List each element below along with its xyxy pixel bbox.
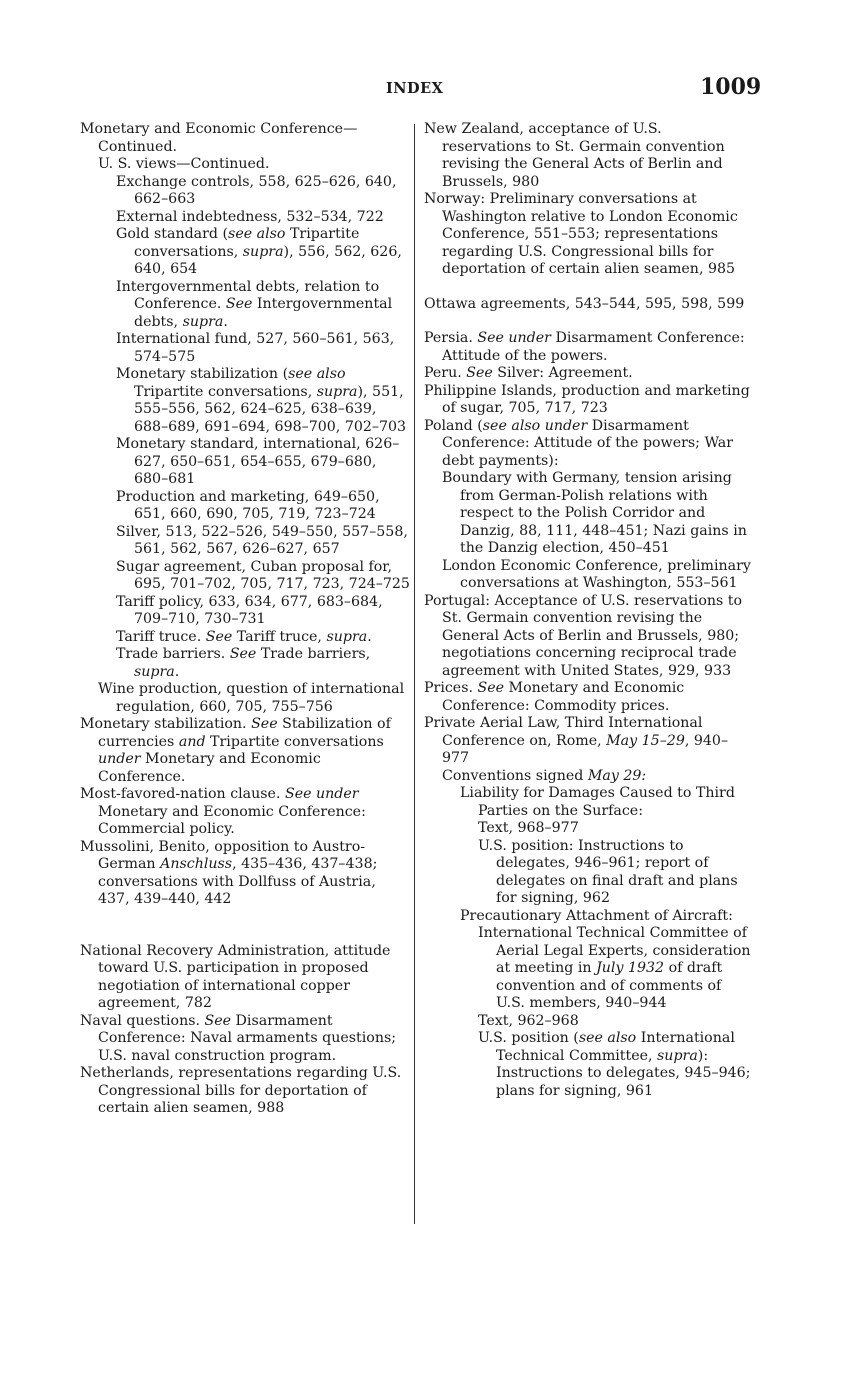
- index-entry: Intergovernmental debts, relation to Conference. See Intergovernmental debts, supra.: [116, 278, 393, 330]
- index-entry: Production and marketing, 649–650, 651, 660, 690, 705, 719, 723–724: [116, 488, 380, 522]
- index-entry: New Zealand, acceptance of U.S. reservations to St. Germain convention revising the General Acts of Berlin and Brussels, 980: [424, 121, 725, 190]
- index-entry: Most-favored-nation clause. See under Monetary and Economic Conference: Commercial policy.: [80, 786, 366, 837]
- index-entry: U. S. views—Continued.: [98, 156, 270, 172]
- index-entry: Boundary with Germany, tension arising from German-Polish relations with respect to the Polish Corridor and Danzig, 88, 111, 448–451; Nazi gains in the Danzig election, 450–451: [442, 470, 747, 556]
- index-entry: Silver, 513, 522–526, 549–550, 557–558, 561, 562, 567, 626–627, 657: [116, 523, 408, 557]
- index-entry: London Economic Conference, preliminary conversations at Washington, 553–561: [442, 557, 751, 591]
- index-entry: U.S. position (see also International Technical Committee, supra): Instructions to delegates, 945–946; plans for signing, 961: [478, 1030, 751, 1099]
- index-entry: Text, 962–968: [478, 1012, 579, 1029]
- page-header: [0, 74, 850, 104]
- index-entry: Peru. See Silver: Agreement.: [424, 365, 633, 381]
- index-entry: Naval questions. See Disarmament Conference: Naval armaments questions; U.S. naval construction program.: [80, 1012, 397, 1064]
- index-entry: Monetary stabilization. See Stabilization of currencies and Tripartite conversations under Monetary and Economic Conference.: [80, 716, 391, 785]
- entry-spacer: [424, 279, 754, 296]
- index-entry: Precautionary Attachment of Aircraft:: [460, 907, 733, 924]
- index-entry: Philippine Islands, production and marketing of sugar, 705, 717, 723: [424, 382, 750, 416]
- entry-spacer: [80, 909, 410, 943]
- index-entry: Netherlands, representations regarding U.S. Congressional bills for deportation of certain alien seamen, 988: [80, 1065, 402, 1116]
- index-entry: U.S. position: Instructions to delegates, 946–961; report of delegates on final draft and plans for signing, 962: [478, 837, 738, 906]
- index-entry: External indebtedness, 532–534, 722: [116, 208, 384, 225]
- index-entry: International fund, 527, 560–561, 563, 574–575: [116, 331, 395, 365]
- entry-spacer: [424, 313, 754, 330]
- index-entry: National Recovery Administration, attitude toward U.S. participation in proposed negotiation of international copper agreement, 782: [80, 942, 391, 1011]
- index-entry: Text, 968–977: [478, 820, 579, 836]
- index-entry: Monetary and Economic Conference—Continued.: [80, 121, 358, 155]
- index-column-left: [80, 121, 410, 1118]
- index-entry: Tariff truce. See Tariff truce, supra.: [116, 628, 372, 645]
- index-entry: Portugal: Acceptance of U.S. reservations to St. Germain convention revising the General Acts of Berlin and Brussels, 980; negotiations concerning reciprocal trade agreement with United States, 929, 933: [424, 592, 743, 679]
- index-entry: Gold standard (see also Tripartite conversations, supra), 556, 562, 626, 640, 654: [116, 226, 402, 277]
- index-entry: Monetary stabilization (see also Tripartite conversations, supra), 551, 555–556, 562, 624–625, 638–639, 688–689, 691–694, 698–700, 702–703: [116, 366, 407, 435]
- index-entry: Persia. See under Disarmament Conference: Attitude of the powers.: [424, 330, 745, 364]
- running-head: INDEX: [386, 80, 444, 97]
- column-divider: [414, 124, 415, 1224]
- index-entry: Wine production, question of international regulation, 660, 705, 755–756: [98, 681, 405, 715]
- index-entry: Poland (see also under Disarmament Conference: Attitude of the powers; War debt payments):: [424, 417, 734, 469]
- index-entry: Trade barriers. See Trade barriers, supra.: [116, 646, 371, 680]
- index-entry: Ottawa agreements, 543–544, 595, 598, 599: [424, 295, 745, 312]
- index-entry: Exchange controls, 558, 625–626, 640, 662–663: [116, 173, 397, 207]
- index-entry: Sugar agreement, Cuban proposal for, 695, 701–702, 705, 717, 723, 724–725: [116, 558, 410, 592]
- index-entry: Mussolini, Benito, opposition to Austro-German Anschluss, 435–436, 437–438; conversations with Dollfuss of Austria, 437, 439–440, 442: [80, 838, 378, 907]
- index-entry: Tariff policy, 633, 634, 677, 683–684, 709–710, 730–731: [116, 593, 383, 627]
- index-entry: Prices. See Monetary and Economic Conference: Commodity prices.: [424, 680, 685, 714]
- index-entry: International Technical Committee of Aerial Legal Experts, consideration at meeting in July 1932 of draft convention and of comments of U.S. members, 940–944: [478, 925, 751, 1011]
- index-entry: Private Aerial Law, Third International Conference on, Rome, May 15–29, 940–977: [424, 715, 729, 766]
- index-column-right: [424, 121, 754, 1100]
- index-entry: Liability for Damages Caused to Third Parties on the Surface:: [460, 785, 735, 819]
- page-number: 1009: [700, 74, 762, 100]
- index-entry: Monetary standard, international, 626–627, 650–651, 654–655, 679–680, 680–681: [116, 436, 400, 487]
- index-entry: Norway: Preliminary conversations at Washington relative to London Economic Conference, 551–553; representations regarding U.S. Congressional bills for deportation of certain alien seamen, 985: [424, 191, 738, 277]
- index-entry: Conventions signed May 29:: [442, 767, 647, 784]
